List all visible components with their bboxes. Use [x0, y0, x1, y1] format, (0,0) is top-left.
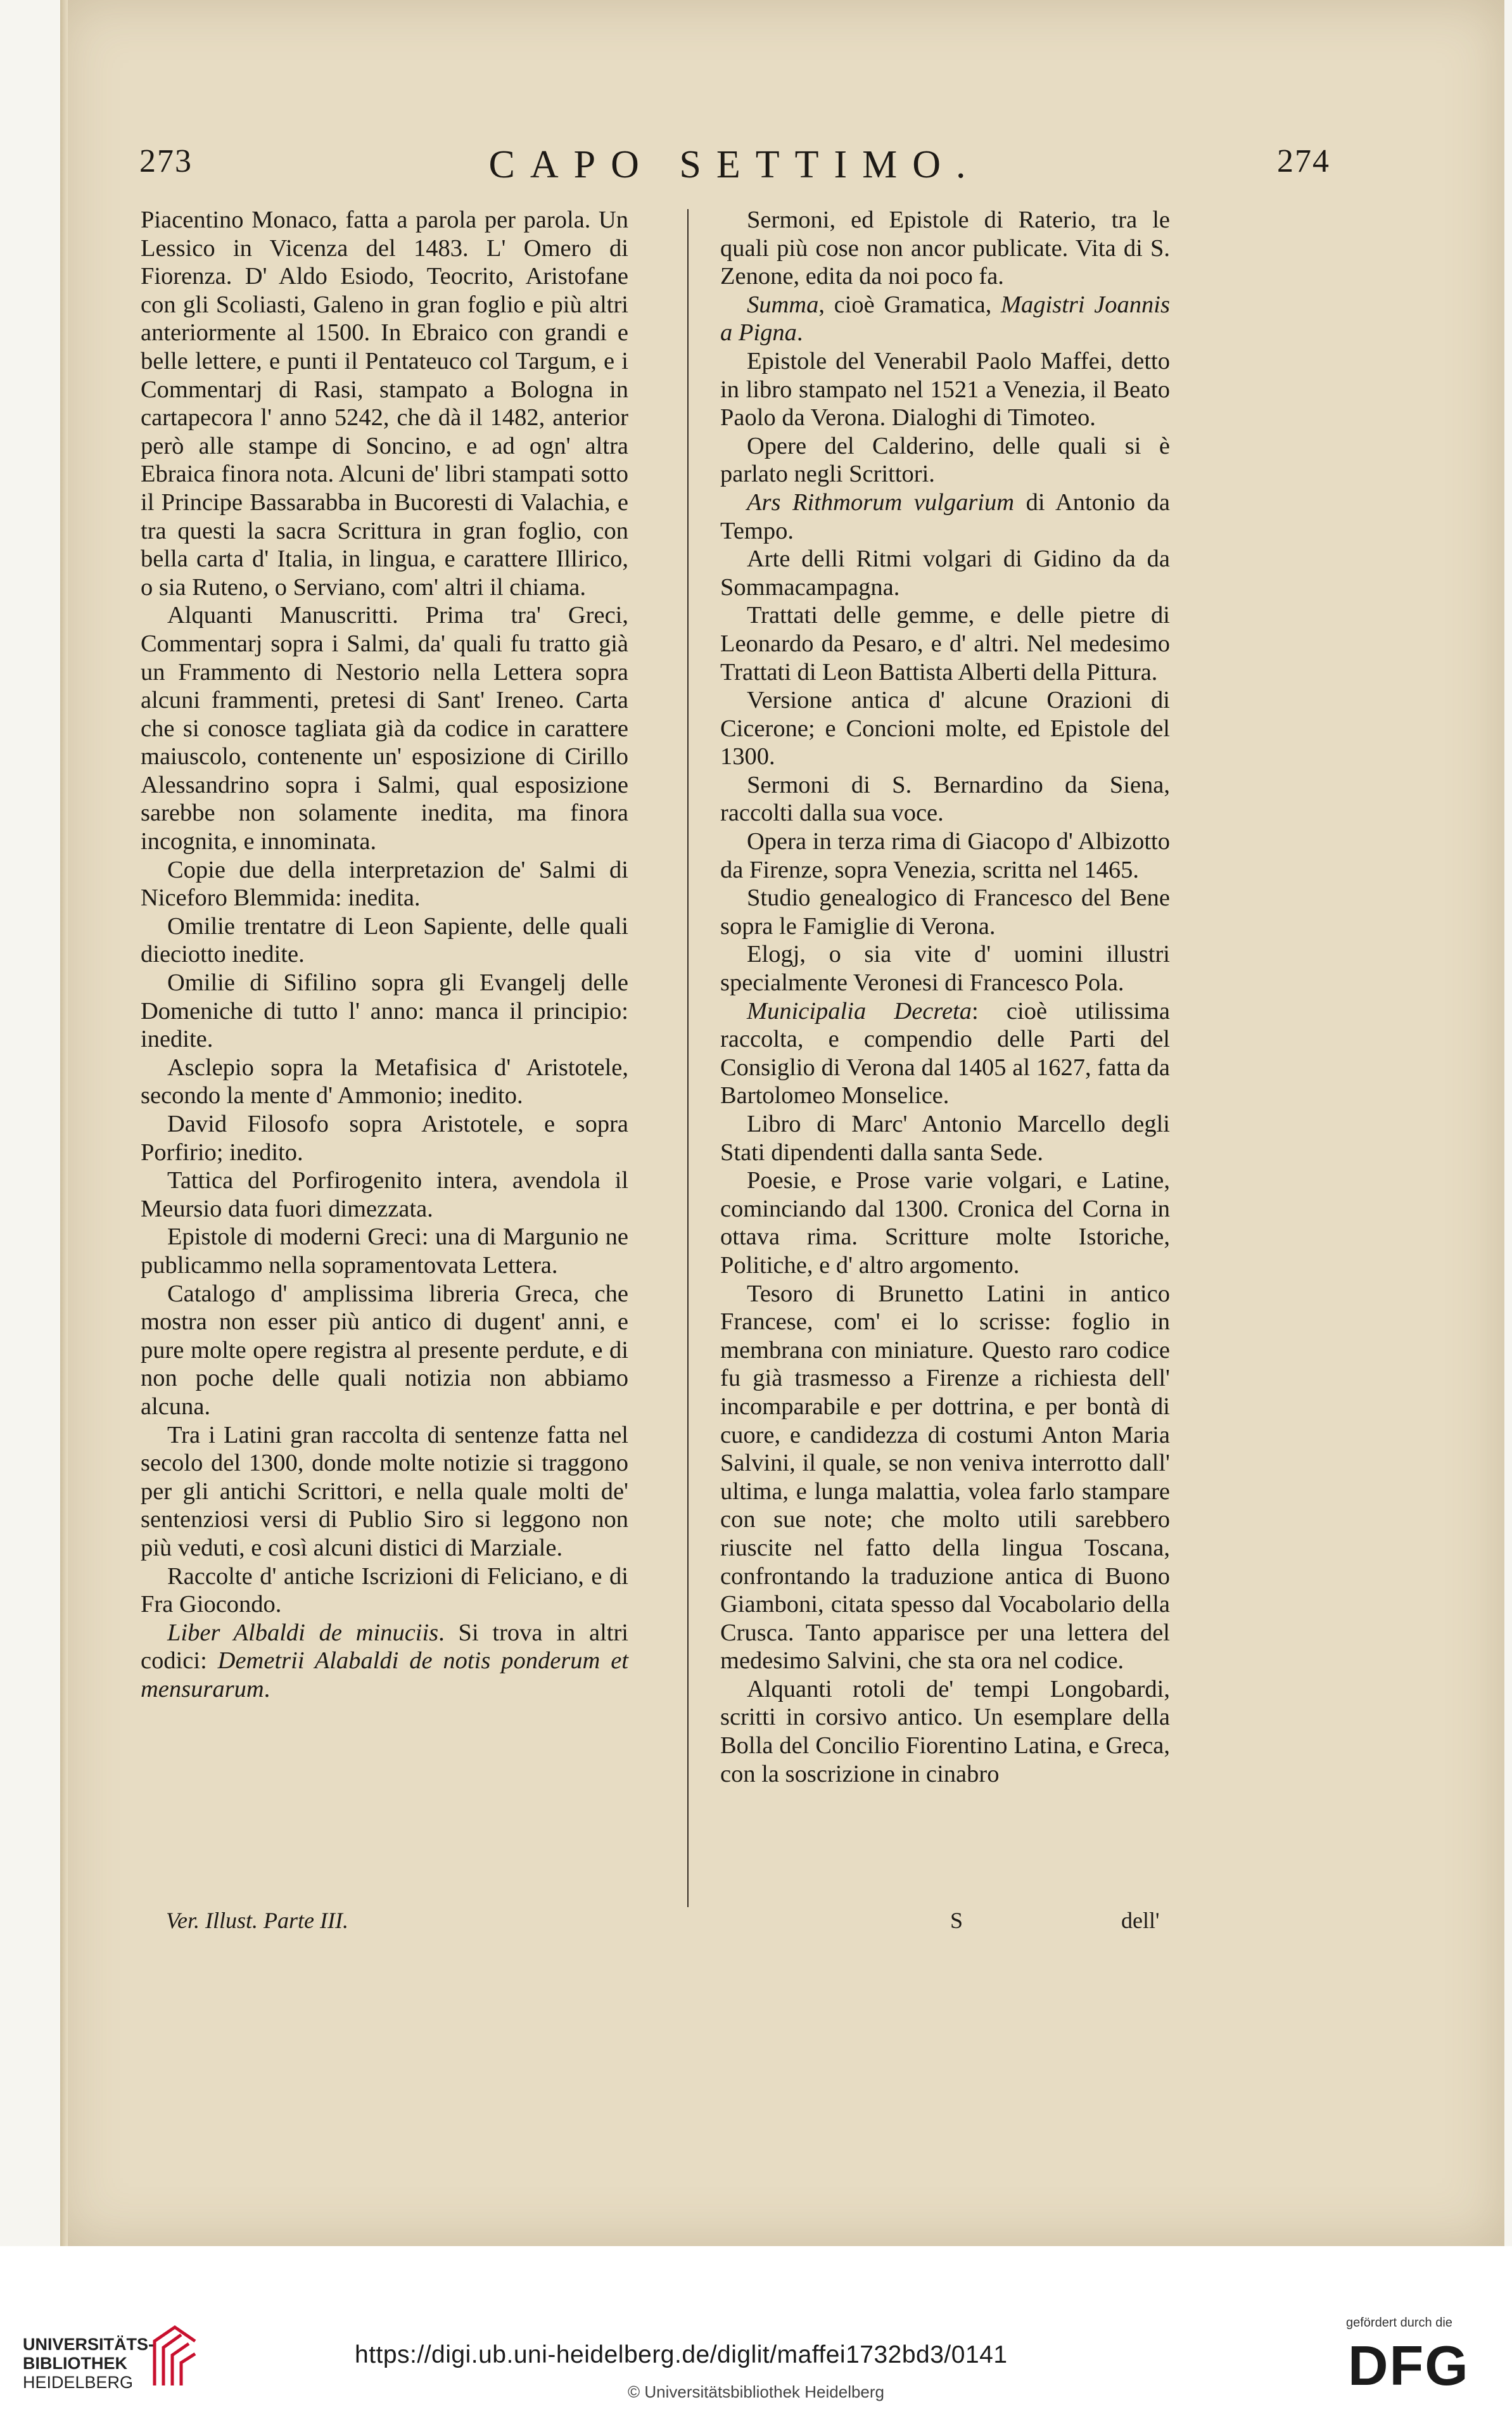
dfg-logo[interactable]: DFG [1348, 2334, 1470, 2397]
paragraph [720, 206, 1170, 291]
paragraph [141, 856, 628, 912]
paragraph [720, 940, 1170, 997]
paragraph-text: Tattica del Porfirogenito intera, avendola il Meursio data fuori dimezzata. [141, 1167, 628, 1222]
library-name-line3: HEIDELBERG [23, 2373, 134, 2392]
paragraph-text: Asclepio sopra la Metafisica d' Aristotele, secondo la mente d' Ammonio; inedito. [141, 1054, 628, 1109]
paragraph [720, 827, 1170, 884]
paragraph-text: Tra i Latini gran raccolta di sentenze fatta nel secolo del 1300, donde molte notizie si traggono per gli antichi Scrittori, e nella quale molti de' sentenziosi versi di Publio Siro si leggono non più veduti, e così alcuni distici di Marziale. [141, 1421, 628, 1561]
paragraph [720, 347, 1170, 432]
italic-title: Liber Albaldi de minuciis [167, 1619, 439, 1646]
paragraph-text: Poesie, e Prose varie volgari, e Latine, cominciando dal 1300. Cronica del Corna in ottava rima. Scritture molte Istoriche, Politiche, e d' altro argomento. [720, 1167, 1170, 1279]
paragraph-text: Studio genealogico di Francesco del Bene sopra le Famiglie di Verona. [720, 884, 1170, 940]
signature-mark: S [950, 1908, 963, 1933]
paragraph [720, 1675, 1170, 1788]
paragraph-text: . Si trova in altri codici: [141, 1619, 628, 1675]
volume-abbreviation: Ver. Illust. [166, 1908, 258, 1933]
paragraph-text: Elogj, o sia vite d' uomini illustri specialmente Veronesi di Francesco Pola. [720, 941, 1170, 997]
paragraph-text: Omilie trentatre di Leon Sapiente, delle quali dieciotto inedite. [141, 912, 628, 968]
paragraph [141, 1166, 628, 1223]
paragraph [720, 291, 1170, 347]
library-name-line2: BIBLIOTHEK [23, 2354, 127, 2373]
italic-title: Ars Rithmorum vulgarium [747, 489, 1015, 516]
paragraph-text: . [264, 1675, 270, 1702]
paragraph-text: : cioè utilissima raccolta, e compendio delle Parti del Consiglio di Verona dal 1405 al 1627, fatta da Bartolomeo Monselice. [720, 997, 1170, 1109]
paragraph [141, 206, 628, 601]
paragraph-text: Tesoro di Brunetto Latini in antico Francese, com' ei lo scrisse: foglio in membrana con miniature. Questo raro codice fu già trasmesso a Firenze a richiesta dell' incomparabile e per dottrina, e per bontà di cuore, e candidezza di costumi Anton Maria Salvini, il quale, se non veniva interrotto dall' ultima, e lunga malattia, volea farlo stampare con sue note; che molto utili sarebbero riuscite nel fatto della lingua Toscana, confrontando la traduzione antica di Buono Giamboni, citata spesso dal Vocabolario della Crusca. Tanto apparisce per una lettera del medesimo Salvini, che sta ora nel codice. [720, 1280, 1170, 1675]
paragraph [720, 432, 1170, 489]
paragraph [720, 1110, 1170, 1166]
paragraph [720, 997, 1170, 1110]
left-column [141, 206, 628, 1703]
paragraph [141, 1421, 628, 1562]
paragraph-text: Alquanti Manuscritti. Prima tra' Greci, Commentarj sopra i Salmi, da' quali fu tratto già un Frammento di Nestorio nella Lettera sopra alcuni frammenti, pretesi di Sant' Ireneo. Carta che si conosce tagliata già da codice in carattere maiuscolo, contenente un' esposizione di Cirillo Alessandrino sopra i Salmi, qual esposizione sarebbe non solamente inedita, ma finora incognita, e innominata. [141, 602, 628, 855]
paragraph [141, 601, 628, 855]
paragraph-text: Epistole di moderni Greci: una di Margunio ne publicammo nella sopramentovata Lettera. [141, 1223, 628, 1279]
page-number-left: 273 [139, 143, 193, 179]
paragraph-text: Versione antica d' alcune Orazioni di Cicerone; e Concioni molte, ed Epistole del 1300. [720, 687, 1170, 770]
paragraph [141, 1562, 628, 1619]
paragraph [720, 489, 1170, 545]
paragraph-text: Sermoni di S. Bernardino da Siena, raccolti dalla sua voce. [720, 771, 1170, 827]
paragraph [141, 1619, 628, 1704]
paragraph-text: Piacentino Monaco, fatta a parola per parola. Un Lessico in Vicenza del 1483. L' Omero di Fiorenza. D' Aldo Esiodo, Teocrito, Aristofane con gli Scoliasti, Galeno in gran foglio e più altri anteriormente al 1500. In Ebraico con grandi e belle lettere, e punti il Pentateuco col Targum, e i Commentarj di Rasi, stampato a Bologna in cartapecora l' anno 5242, che dà il 1482, anterior però alle stampe di Soncino, e ad ogn' altra Ebraica finora nota. Alcuni de' libri stampati sotto il Principe Bassarabba in Bucoresti di Valachia, e tra questi la sacra Scrittura in gran foglio, con bella carta d' Italia, in lingua, e carattere Illirico, o sia Ruteno, o Serviano, com' altri il chiama. [141, 207, 628, 601]
paragraph [141, 969, 628, 1054]
paragraph-text: Trattati delle gemme, e delle pietre di Leonardo da Pesaro, e d' altri. Nel medesimo Trattati di Leon Battista Alberti della Pittura. [720, 602, 1170, 686]
italic-title: Demetrii Alabaldi de notis ponderum et mensurarum [141, 1647, 628, 1702]
italic-title: Municipalia Decreta [747, 997, 972, 1025]
paragraph [720, 884, 1170, 940]
paragraph-text: . [796, 319, 803, 347]
paragraph [141, 1223, 628, 1279]
paragraph [720, 1166, 1170, 1279]
catchword: dell' [1121, 1908, 1160, 1933]
volume-part: Parte III. [264, 1908, 348, 1933]
paragraph [141, 1110, 628, 1166]
page-number-right: 274 [1277, 143, 1330, 179]
paragraph-text: , cioè Gramatica, [818, 291, 1001, 318]
paragraph [141, 1054, 628, 1110]
italic-title: Summa [747, 291, 819, 318]
ub-heidelberg-logo-icon[interactable] [149, 2322, 200, 2392]
signature-volume [166, 1907, 348, 1934]
copyright-notice: © Universitätsbibliothek Heidelberg [627, 2382, 885, 2401]
paragraph-text: Libro di Marc' Antonio Marcello degli Stati dipendenti dalla santa Sede. [720, 1111, 1170, 1166]
viewer-footer [0, 2246, 1512, 2414]
paragraph-text: Omilie di Sifilino sopra gli Evangelj delle Domeniche di tutto l' anno: manca il principio: inedite. [141, 969, 628, 1053]
paragraph [141, 1280, 628, 1421]
italic-title: Magistri Joannis a Pigna [720, 291, 1170, 347]
page-edge [60, 0, 68, 2246]
paragraph-text: Catalogo d' amplissima libreria Greca, che mostra non esser più antico di dugent' anni, e pure molte opere registra al presente perdute, e di non poche delle quali notizia non abbiamo alcuna. [141, 1280, 628, 1420]
paragraph [720, 545, 1170, 601]
paragraph-text: di Antonio da Tempo. [720, 489, 1171, 544]
right-column [720, 206, 1170, 1788]
paragraph-text: Epistole del Venerabil Paolo Maffei, detto in libro stampato nel 1521 a Venezia, il Beato Paolo da Verona. Dialoghi di Timoteo. [720, 347, 1170, 431]
paragraph-text: Sermoni, ed Epistole di Raterio, tra le quali più cose non ancor publicate. Vita di S. Zenone, edita da noi poco fa. [720, 207, 1170, 290]
library-name-line1: UNIVERSITÄTS- [23, 2335, 155, 2354]
paragraph-text: Copie due della interpretazion de' Salmi di Niceforo Blemmida: inedita. [141, 856, 628, 912]
paragraph-text: Opere del Calderino, delle quali si è parlato negli Scrittori. [720, 432, 1170, 488]
paragraph [720, 1280, 1170, 1675]
paragraph-text: David Filosofo sopra Aristotele, e sopra Porfirio; inedito. [141, 1111, 628, 1166]
running-head [139, 143, 1330, 200]
funded-by-label: gefördert durch die [1346, 2316, 1452, 2330]
chapter-title: CAPO SETTIMO. [488, 143, 981, 186]
paragraph [720, 771, 1170, 827]
paragraph [141, 912, 628, 969]
paragraph [720, 686, 1170, 771]
paragraph-text: Raccolte d' antiche Iscrizioni di Feliciano, e di Fra Giocondo. [141, 1562, 628, 1618]
permalink-url[interactable]: https://digi.ub.uni-heidelberg.de/diglit/maffei1732bd3/0141 [355, 2341, 1008, 2368]
paragraph-text: Opera in terza rima di Giacopo d' Albizotto da Firenze, sopra Venezia, scritta nel 1465. [720, 828, 1170, 883]
paragraph [720, 601, 1170, 686]
paragraph-text: Arte delli Ritmi volgari di Gidino da da Sommacampagna. [720, 546, 1170, 601]
column-divider [687, 209, 689, 1907]
paragraph-text: Alquanti rotoli de' tempi Longobardi, scritti in corsivo antico. Un esemplare della Bolla del Concilio Fiorentino Latina, e Greca, con la soscrizione in cinabro [720, 1675, 1170, 1787]
